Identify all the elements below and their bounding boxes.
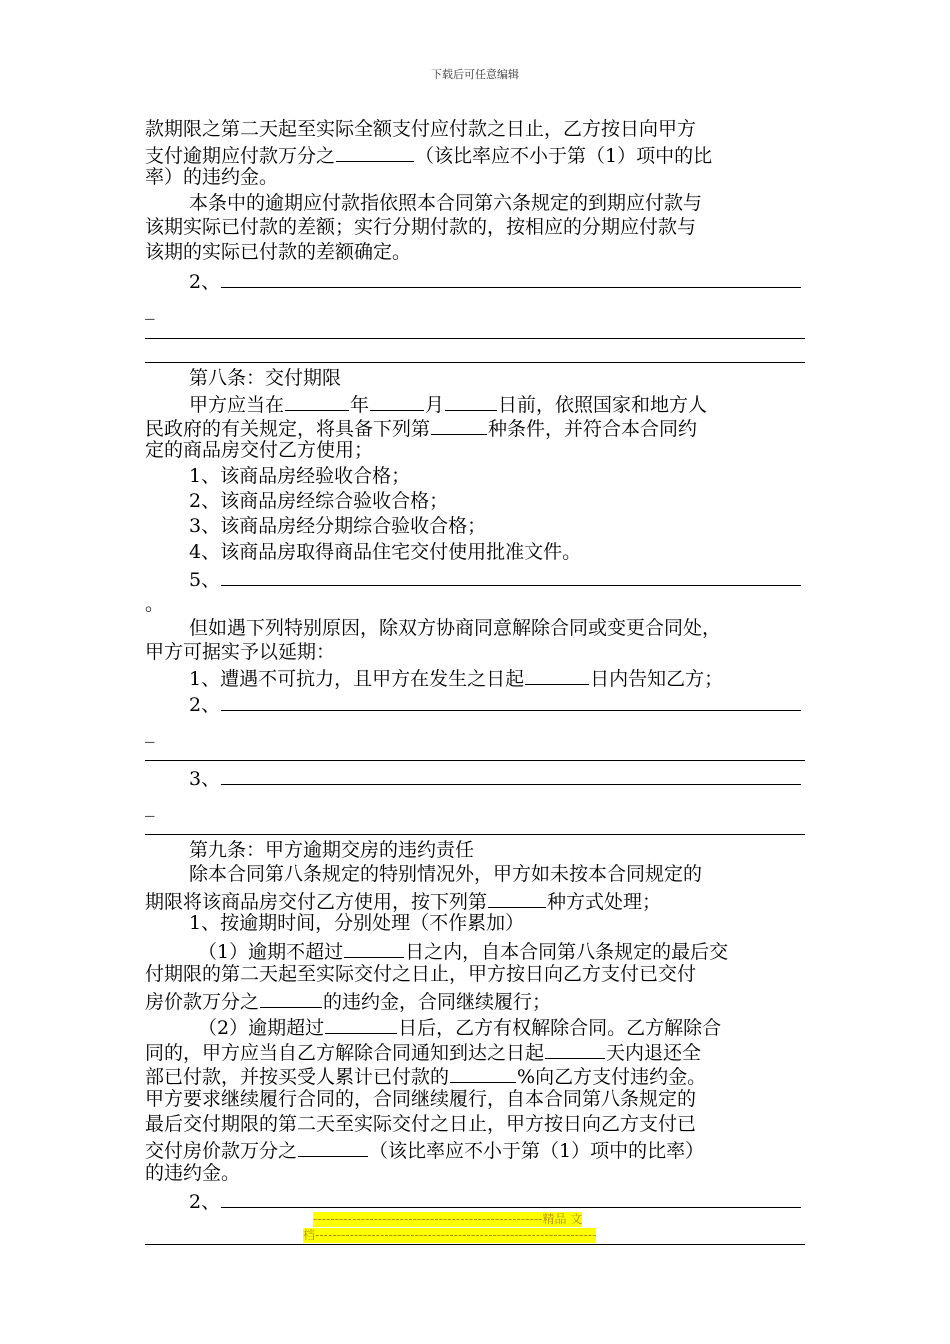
text-line: 部已付款，并按买受人累计已付款的 %向乙方支付违约金。 [145,1062,706,1089]
list-item: 3、 [189,764,802,791]
text-line: 率）的违约金。 [145,166,279,188]
blank-field [285,390,349,411]
blank-field [325,1013,397,1034]
blank-field [221,690,801,711]
blank-field [336,141,414,162]
text-line: 款期限之第二天起至实际全额支付应付款之日止，乙方按日向甲方 [145,118,697,140]
text-line: 甲方要求继续履行合同的，合同继续履行，自本合同第八条规定的 [145,1088,697,1110]
blank-line [145,338,805,339]
section-heading: 第八条：交付期限 [189,367,342,389]
list-item: 1、按逾期时间，分别处理（不作累加） [189,912,525,934]
blank-field [445,390,497,411]
text-line: 交付房价款万分之 （该比率应不小于第（1）项中的比率） [145,1136,704,1163]
blank-field [221,764,801,785]
list-item: 4、该商品房取得商品住宅交付使用批准文件。 [189,541,582,563]
list-item: 2、 [189,690,802,717]
blank-field [370,390,424,411]
text-line: 2、 [189,267,802,294]
page-header: 下载后可任意编辑 [431,68,519,81]
list-item: 1、遭遇不可抗力，且甲方在发生之日起 日内告知乙方； [189,664,723,691]
text-line: 的违约金。 [145,1162,241,1184]
text-line: 甲方应当在 年 月 日前，依照国家和地方人 [189,390,707,417]
blank-field [221,565,801,586]
blank-field [298,1136,368,1157]
text-line: 该期实际已付款的差额；实行分期付款的，按相应的分期应付款与 [145,216,697,238]
underscore-mark: _ [145,795,155,817]
blank-line [145,362,805,363]
text-line: 付期限的第二天起至实际交付之日止，甲方按日向乙方支付已交付 [145,963,697,985]
blank-field [221,267,801,288]
text-line: 同的，甲方应当自乙方解除合同通知到达之日起 天内退还全 [145,1038,701,1065]
list-item: 3、该商品房经分期综合验收合格； [189,515,487,537]
text-line: 甲方可据实予以延期： [145,641,336,663]
text-line: （1）逾期不超过 日之内，自本合同第八条规定的最后交 [198,937,728,964]
text-line: 房价款万分之 的违约金，合同继续履行； [145,987,551,1014]
text-line: 定的商品房交付乙方使用； [145,439,374,461]
text-line: 但如遇下列特别原因，除双方协商同意解除合同或变更合同处， [189,617,722,639]
blank-field [221,1187,801,1208]
section-heading: 第九条：甲方逾期交房的违约责任 [189,839,475,861]
footer-banner-line1: -----------------------------------------------------精品 文 [313,1212,583,1226]
blank-field [344,937,404,958]
underscore-mark: _ [145,298,155,320]
blank-line [145,760,805,761]
blank-field [260,987,322,1008]
blank-field [431,414,487,435]
blank-field [488,887,546,908]
blank-field [525,664,589,685]
underscore-mark: _ [145,721,155,743]
text-line: 除本合同第八条规定的特别情况外，甲方如未按本合同规定的 [189,863,703,885]
footer-banner-line2: 档----------------------------------------------------------------- [303,1228,597,1242]
text-line: （2）逾期超过 日后，乙方有权解除合同。乙方解除合 [198,1013,721,1040]
text-line: 支付逾期应付款万分之 （该比率应不小于第（1）项中的比 [145,141,712,168]
blank-field [450,1062,516,1083]
list-item: 5、 [189,565,802,592]
text-line: 该期的实际已付款的差额确定。 [145,241,412,263]
text-line: 期限将该商品房交付乙方使用，按下列第 种方式处理； [145,887,661,914]
list-item: 1、该商品房经验收合格； [189,465,411,487]
blank-line [145,1244,805,1245]
list-item: 2、该商品房经综合验收合格； [189,490,449,512]
blank-line [145,834,805,835]
text-line: 本条中的逾期应付款指依照本合同第六条规定的到期应付款与 [189,192,703,214]
text-line: 。 [145,593,165,615]
text-line: 最后交付期限的第二天至实际交付之日止，甲方按日向乙方支付已 [145,1113,697,1135]
blank-field [545,1038,605,1059]
list-item: 2、 [189,1187,802,1214]
text-line: 民政府的有关规定，将具备下列第 种条件，并符合本合同约 [145,414,697,441]
